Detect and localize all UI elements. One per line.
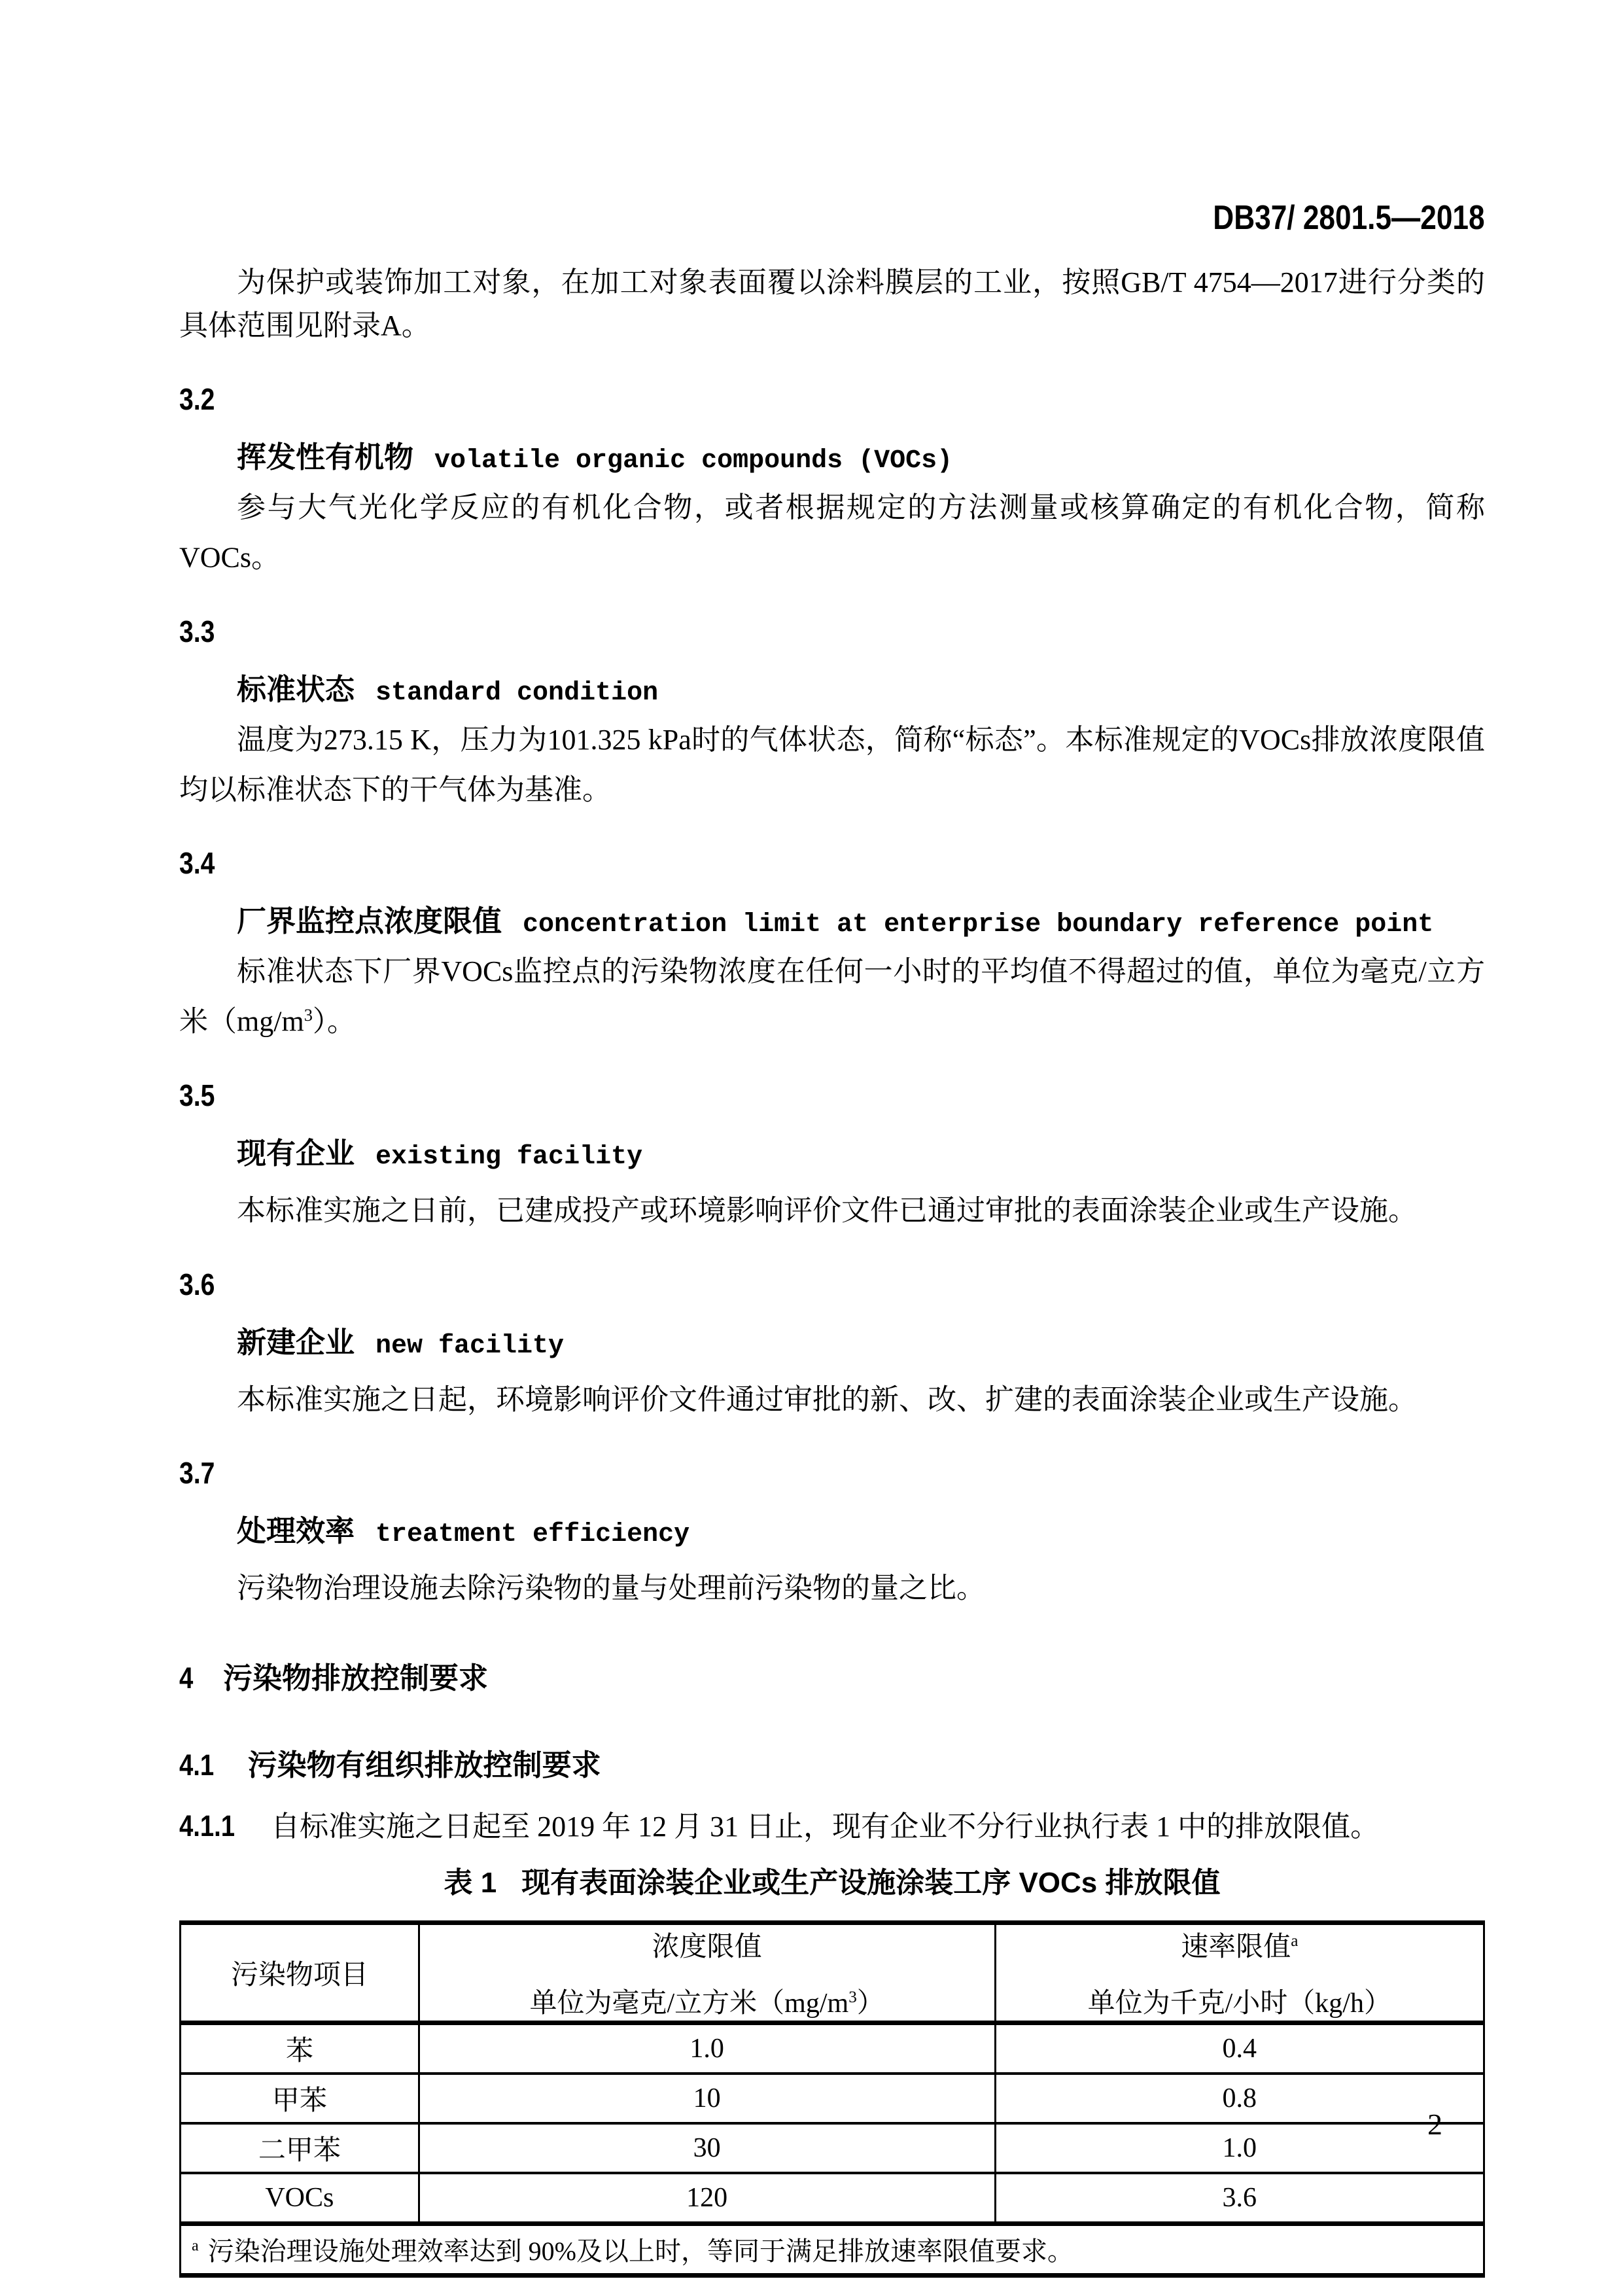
header-concentration xyxy=(419,1922,995,2022)
concentration-cell: 10 xyxy=(419,2074,995,2123)
table-1-caption xyxy=(179,1862,1485,1905)
footnote-marker: a xyxy=(192,2238,199,2255)
table-row-vocs xyxy=(181,2173,1484,2224)
table-header-row xyxy=(181,1922,1484,2022)
page-number: 2 xyxy=(1427,2108,1442,2141)
table-row-toluene xyxy=(181,2074,1484,2123)
table-row-xylene xyxy=(181,2123,1484,2173)
definition-text: 标准状态下厂界VOCs监控点的污染物浓度在任何一小时的平均值不得超过的值，单位为毫克/立方米（mg/m xyxy=(179,955,1485,1038)
clause-number-3-2 xyxy=(179,378,1485,421)
rate-unit: 单位为千克/小时（kg/h） xyxy=(1087,1988,1391,2019)
definition-text-tail: ）。 xyxy=(312,1005,356,1038)
section-number: 4.1 xyxy=(179,1748,215,1782)
definition-text: 温度为273.15 K，压力为101.325 kPa时的气体状态，简称“标态”。本标准规定的VOCs排放浓度限值均以标准状态下的干气体为基准。 xyxy=(179,723,1485,806)
term-title-3-5 xyxy=(179,1132,1485,1182)
unit-text-tail: ） xyxy=(856,1988,884,2019)
term-definition-3-7 xyxy=(179,1560,1485,1610)
term-chinese: 厂界监控点浓度限值 xyxy=(237,904,502,938)
pollutant-cell: 苯 xyxy=(181,2022,419,2074)
term-english: volatile organic compounds (VOCs) xyxy=(434,446,953,476)
header-rate xyxy=(995,1922,1484,2022)
term-chinese: 现有企业 xyxy=(237,1136,355,1170)
table-caption-text: 现有表面涂装企业或生产设施涂装工序 VOCs 排放限值 xyxy=(521,1866,1221,1899)
term-title-3-7 xyxy=(179,1510,1485,1560)
clause-4-1-1 xyxy=(179,1805,1485,1848)
definition-text: 本标准实施之日前，已建成投产或环境影响评价文件已通过审批的表面涂装企业或生产设施。 xyxy=(237,1194,1417,1227)
rate-label-text: 速率限值 xyxy=(1181,1932,1291,1962)
clause-text: 自标准实施之日起至 2019 年 12 月 31 日止，现有企业不分行业执行表 1 中的排放限值。 xyxy=(271,1810,1380,1843)
term-definition-3-6 xyxy=(179,1371,1485,1422)
rate-limit-label xyxy=(996,1925,1483,1964)
clause-number-text: 3.7 xyxy=(179,1456,215,1491)
term-english: concentration limit at enterprise boundary reference point xyxy=(523,910,1434,940)
definition-text: 参与大气光化学反应的有机化合物，或者根据规定的方法测量或核算确定的有机化合物，简称VOCs。 xyxy=(179,491,1485,574)
section-4-1-heading xyxy=(179,1744,1485,1787)
term-english: new facility xyxy=(375,1331,565,1361)
concentration-cell: 30 xyxy=(419,2123,995,2173)
clause-number-3-6 xyxy=(179,1263,1485,1307)
clause-number-3-3 xyxy=(179,610,1485,654)
term-english: treatment efficiency xyxy=(375,1520,690,1550)
term-definition-3-3 xyxy=(179,718,1485,812)
definition-text: 本标准实施之日起，环境影响评价文件通过审批的新、改、扩建的表面涂装企业或生产设施。 xyxy=(237,1383,1417,1416)
unit-text: 单位为毫克/立方米（mg/m xyxy=(529,1988,849,2019)
term-title-3-6 xyxy=(179,1321,1485,1371)
clause-number-text: 4.1.1 xyxy=(179,1809,236,1843)
clause-number-text: 3.6 xyxy=(179,1267,215,1301)
standard-code-header xyxy=(179,196,1485,239)
table-footnote-cell xyxy=(181,2223,1484,2275)
concentration-unit xyxy=(420,1981,994,2021)
clause-number-3-4 xyxy=(179,841,1485,885)
rate-footnote-marker: a xyxy=(1291,1932,1299,1950)
rate-cell: 3.6 xyxy=(995,2173,1484,2224)
table-footnote-row xyxy=(181,2223,1484,2275)
clause-number-3-7 xyxy=(179,1451,1485,1495)
term-definition-3-4 xyxy=(179,950,1485,1044)
term-chinese: 标准状态 xyxy=(237,672,355,706)
unit-superscript: 3 xyxy=(848,1988,857,2006)
concentration-cell: 1.0 xyxy=(419,2022,995,2074)
rate-cell: 0.4 xyxy=(995,2022,1484,2074)
table-caption-label: 表 1 xyxy=(444,1866,497,1899)
term-english: existing facility xyxy=(375,1142,643,1172)
term-definition-3-2 xyxy=(179,486,1485,580)
intro-paragraph: 为保护或装饰加工对象，在加工对象表面覆以涂料膜层的工业，按照GB/T 4754—2017进行分类的具体范围见附录A。 xyxy=(179,266,1485,342)
footnote-text: 污染治理设施处理效率达到 90%及以上时，等同于满足排放速率限值要求。 xyxy=(207,2236,1073,2267)
standard-code-text: DB37/ 2801.5—2018 xyxy=(1213,199,1485,237)
rate-cell: 0.8 xyxy=(995,2074,1484,2123)
term-chinese: 新建企业 xyxy=(237,1325,355,1359)
section-title: 污染物有组织排放控制要求 xyxy=(247,1748,601,1782)
table-row-benzene xyxy=(181,2022,1484,2074)
section-4-heading xyxy=(179,1657,1485,1700)
term-title-3-2 xyxy=(179,436,1485,486)
term-title-3-3 xyxy=(179,668,1485,718)
term-chinese: 挥发性有机物 xyxy=(237,440,414,474)
concentration-limit-label: 浓度限值 xyxy=(652,1932,762,1962)
clause-number-text: 3.5 xyxy=(179,1078,215,1112)
voc-emission-limits-table xyxy=(179,1920,1485,2278)
header-pollutant: 污染物项目 xyxy=(181,1922,419,2022)
clause-number-text: 3.2 xyxy=(179,382,215,416)
pollutant-cell: 甲苯 xyxy=(181,2074,419,2123)
clause-number-3-5 xyxy=(179,1074,1485,1118)
definition-superscript: 3 xyxy=(304,1005,313,1025)
term-chinese: 处理效率 xyxy=(237,1514,355,1548)
term-definition-3-5 xyxy=(179,1182,1485,1233)
clause-number-text: 3.4 xyxy=(179,846,215,881)
term-title-3-4 xyxy=(179,900,1485,950)
term-english: standard condition xyxy=(375,678,659,708)
pollutant-cell: 二甲苯 xyxy=(181,2123,419,2173)
concentration-cell: 120 xyxy=(419,2173,995,2224)
rate-cell: 1.0 xyxy=(995,2123,1484,2173)
clause-number-text: 3.3 xyxy=(179,614,215,648)
section-title: 污染物排放控制要求 xyxy=(223,1661,489,1695)
definition-text: 污染物治理设施去除污染物的量与处理前污染物的量之比。 xyxy=(237,1572,985,1604)
section-number: 4 xyxy=(179,1661,194,1695)
pollutant-cell: VOCs xyxy=(181,2173,419,2224)
